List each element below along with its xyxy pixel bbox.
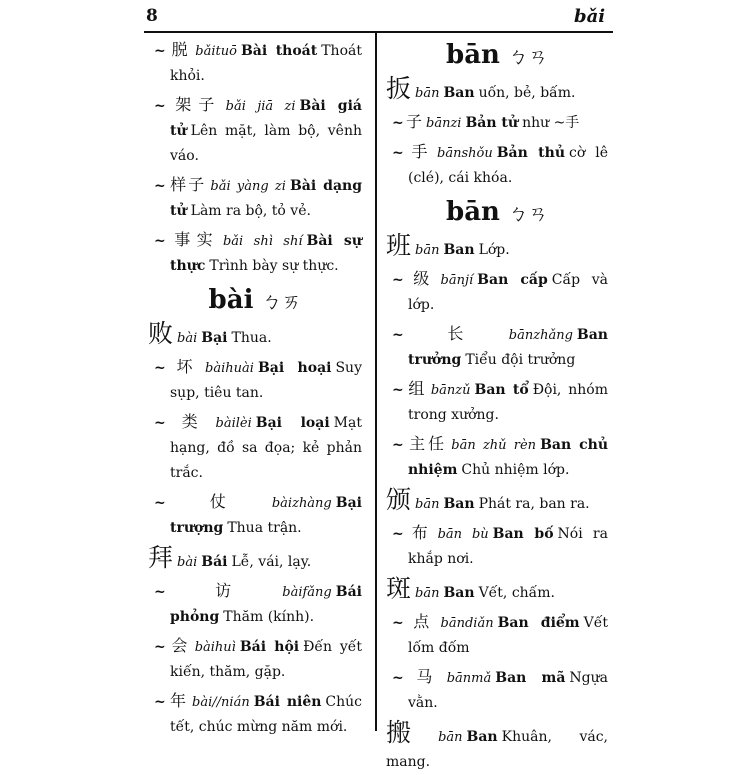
entry-hanzi: 样子 — [168, 175, 207, 194]
entry-viet: Bại — [201, 330, 228, 346]
entry-gloss: Nói ra khắp nơi. — [408, 526, 608, 567]
entry-gloss: Đội, nhóm trong xưởng. — [408, 382, 608, 423]
entry-viet: Bại trượng — [170, 495, 362, 536]
header-rule — [144, 31, 613, 33]
entry-hanzi: 败 — [148, 319, 174, 348]
entry-gloss: như ~手 — [522, 115, 580, 131]
entry-gloss: Thua. — [231, 330, 272, 346]
entry-viet: Ban trưởng — [408, 327, 608, 368]
sub-entry — [386, 321, 608, 373]
entry-hanzi: 长 — [406, 324, 505, 343]
entry-pinyin: bānzǔ — [430, 383, 471, 398]
sub-entry — [386, 109, 608, 136]
tilde-marker: ~ — [154, 694, 166, 710]
entry-pinyin: bàihuì — [194, 640, 236, 655]
entry-viet: Ban chủ nhiệm — [408, 437, 608, 478]
entry-viet: Ban điểm — [497, 615, 580, 631]
entry-gloss: Thua trận. — [227, 520, 302, 536]
entry-hanzi: 仗 — [168, 492, 268, 511]
entry-hanzi: 主任 — [406, 434, 448, 453]
entry-hanzi: 点 — [406, 612, 437, 631]
entry-gloss: Lễ, vái, lạy. — [231, 554, 312, 570]
syllable-pinyin: bài — [208, 285, 254, 315]
syllable-zhuyin: ㄅㄢ — [507, 44, 548, 68]
main-entry — [148, 320, 362, 351]
tilde-marker: ~ — [154, 178, 166, 194]
entry-pinyin: bānmǎ — [446, 671, 492, 686]
entry-pinyin: bàifǎng — [282, 585, 332, 600]
sub-entry — [148, 172, 362, 224]
right-column — [386, 34, 608, 775]
entry-gloss: Suy sụp, tiêu tan. — [170, 360, 362, 401]
entry-viet: Bài sự thực — [170, 233, 362, 274]
entry-gloss: Chúc tết, chúc mừng năm mới. — [170, 694, 362, 735]
entry-gloss: Chủ nhiệm lớp. — [461, 462, 570, 478]
entry-viet: Ban mã — [495, 670, 566, 686]
entry-hanzi: 斑 — [386, 574, 412, 603]
tilde-marker: ~ — [154, 98, 166, 114]
sub-entry — [386, 664, 608, 716]
entry-pinyin: bài — [177, 555, 198, 570]
entry-gloss: Lớp. — [478, 242, 510, 258]
entry-gloss: Vết lốm đốm — [408, 615, 608, 656]
sub-entry — [386, 139, 608, 191]
entry-hanzi: 组 — [406, 379, 427, 398]
tilde-marker: ~ — [392, 526, 404, 542]
entry-hanzi: 访 — [168, 581, 279, 600]
entry-hanzi: 搬 — [386, 718, 435, 747]
entry-pinyin: bài — [177, 331, 198, 346]
tilde-marker: ~ — [154, 233, 166, 249]
tilde-marker: ~ — [392, 437, 404, 453]
sub-entry — [148, 227, 362, 279]
syllable-heading — [148, 285, 362, 316]
syllable-heading — [386, 40, 608, 71]
entry-pinyin: bàilèi — [215, 416, 252, 431]
entry-viet: Ban cấp — [477, 272, 548, 288]
entry-gloss: Cấp và lớp. — [408, 272, 608, 313]
page-number: 8 — [146, 6, 158, 26]
entry-pinyin: bāndiǎn — [440, 616, 494, 631]
entry-pinyin: bān — [438, 730, 463, 745]
main-entry — [386, 575, 608, 606]
entry-gloss: Mạt hạng, đồ sa đọa; kẻ phản trắc. — [170, 415, 362, 481]
tilde-marker: ~ — [392, 615, 404, 631]
entry-pinyin: bǎi yàng zi — [210, 179, 286, 194]
entry-gloss: Đến yết kiến, thăm, gặp. — [170, 639, 362, 680]
entry-pinyin: bānshǒu — [437, 146, 493, 161]
entry-hanzi: 手 — [406, 142, 434, 161]
sub-entry — [386, 266, 608, 318]
entry-hanzi: 布 — [406, 523, 434, 542]
entry-gloss: Vết, chấm. — [478, 585, 555, 601]
tilde-marker: ~ — [154, 584, 166, 600]
syllable-zhuyin: ㄅㄞ — [261, 289, 302, 313]
entry-viet: Bài giá tử — [170, 98, 362, 139]
entry-gloss: Thăm (kính). — [223, 609, 315, 625]
entry-pinyin: bǎi jiā zi — [225, 99, 296, 114]
entry-gloss: Lên mặt, làm bộ, vênh váo. — [170, 123, 362, 164]
main-entry — [386, 232, 608, 263]
main-entry — [386, 486, 608, 517]
entry-hanzi: 子 — [406, 112, 423, 131]
main-entry — [148, 544, 362, 575]
entry-hanzi: 马 — [406, 667, 443, 686]
sub-entry — [148, 37, 362, 89]
entry-gloss: Ngựa vằn. — [408, 670, 608, 711]
tilde-marker: ~ — [392, 115, 404, 131]
entry-viet: Ban — [443, 85, 475, 101]
syllable-pinyin: bān — [446, 40, 500, 70]
sub-entry — [148, 409, 362, 486]
entry-gloss: cờ lê (clé), cái khóa. — [408, 145, 609, 186]
syllable-heading — [386, 197, 608, 228]
entry-viet: Bài dạng tử — [170, 178, 362, 219]
sub-entry — [148, 578, 362, 630]
entry-pinyin: bān — [415, 86, 440, 101]
entry-gloss: Khuân, vác, mang. — [386, 729, 608, 770]
syllable-pinyin: bān — [446, 197, 500, 227]
entry-viet: Ban — [443, 242, 475, 258]
entry-pinyin: bānzhǎng — [508, 328, 573, 343]
sub-entry — [148, 489, 362, 541]
entry-hanzi: 扳 — [386, 74, 412, 103]
tilde-marker: ~ — [154, 495, 166, 511]
entry-viet: Bài thoát — [240, 43, 318, 59]
entry-hanzi: 脱 — [168, 40, 192, 59]
sub-entry — [148, 354, 362, 406]
tilde-marker: ~ — [154, 415, 166, 431]
left-column — [148, 34, 362, 740]
entry-pinyin: bānjí — [440, 273, 474, 288]
entry-gloss: Phát ra, ban ra. — [478, 496, 590, 512]
entry-hanzi: 架子 — [168, 95, 222, 114]
main-entry — [386, 719, 608, 775]
tilde-marker: ~ — [154, 360, 166, 376]
entry-hanzi: 拜 — [148, 543, 174, 572]
entry-pinyin: bānzi — [426, 116, 462, 131]
entry-viet: Bản tử — [465, 115, 519, 131]
running-head: bǎi — [574, 6, 606, 27]
syllable-zhuyin: ㄅㄢ — [507, 201, 548, 225]
entry-pinyin: bān — [415, 243, 440, 258]
entry-pinyin: bàizhàng — [271, 496, 332, 511]
entry-hanzi: 颁 — [386, 485, 412, 514]
sub-entry — [386, 431, 608, 483]
entry-pinyin: bān zhǔ rèn — [451, 438, 537, 453]
main-entry — [386, 75, 608, 106]
entry-viet: Bản thủ — [496, 145, 566, 161]
tilde-marker: ~ — [154, 639, 166, 655]
entry-hanzi: 类 — [168, 412, 212, 431]
entry-hanzi: 班 — [386, 231, 412, 260]
sub-entry — [148, 92, 362, 169]
entry-pinyin: bān bù — [437, 527, 489, 542]
entry-pinyin: bān — [415, 497, 440, 512]
tilde-marker: ~ — [392, 272, 404, 288]
entry-hanzi: 坏 — [168, 357, 202, 376]
entry-hanzi: 会 — [168, 636, 191, 655]
entry-hanzi: 年 — [168, 691, 189, 710]
sub-entry — [386, 376, 608, 428]
entry-pinyin: bǎi shì shí — [222, 234, 303, 249]
entry-gloss: Tiểu đội trưởng — [465, 352, 576, 368]
entry-viet: Bái — [201, 554, 228, 570]
tilde-marker: ~ — [154, 43, 166, 59]
entry-pinyin: bǎituō — [195, 44, 237, 59]
sub-entry — [148, 688, 362, 740]
entry-viet: Bại hoại — [257, 360, 332, 376]
tilde-marker: ~ — [392, 670, 404, 686]
entry-gloss: Trình bày sự thực. — [209, 258, 339, 274]
entry-hanzi: 级 — [406, 269, 437, 288]
entry-viet: Ban bố — [492, 526, 554, 542]
sub-entry — [148, 633, 362, 685]
entry-gloss: uốn, bẻ, bấm. — [478, 85, 576, 101]
sub-entry — [386, 520, 608, 572]
entry-pinyin: bài//nián — [192, 695, 250, 710]
entry-viet: Ban — [466, 729, 498, 745]
entry-viet: Ban — [443, 496, 475, 512]
sub-entry — [386, 609, 608, 661]
entry-viet: Bái phỏng — [170, 584, 362, 625]
entry-gloss: Thoát khỏi. — [170, 43, 362, 84]
entry-pinyin: bàihuài — [205, 361, 254, 376]
entry-pinyin: bān — [415, 586, 440, 601]
entry-viet: Ban — [443, 585, 475, 601]
tilde-marker: ~ — [392, 145, 404, 161]
tilde-marker: ~ — [392, 327, 404, 343]
entry-viet: Ban tổ — [474, 382, 529, 398]
column-divider — [375, 31, 377, 731]
entry-viet: Bái niên — [253, 694, 322, 710]
entry-viet: Bại loại — [255, 415, 330, 431]
tilde-marker: ~ — [392, 382, 404, 398]
entry-gloss: Làm ra bộ, tỏ vẻ. — [190, 203, 311, 219]
entry-hanzi: 事实 — [168, 230, 219, 249]
entry-viet: Bái hội — [239, 639, 300, 655]
